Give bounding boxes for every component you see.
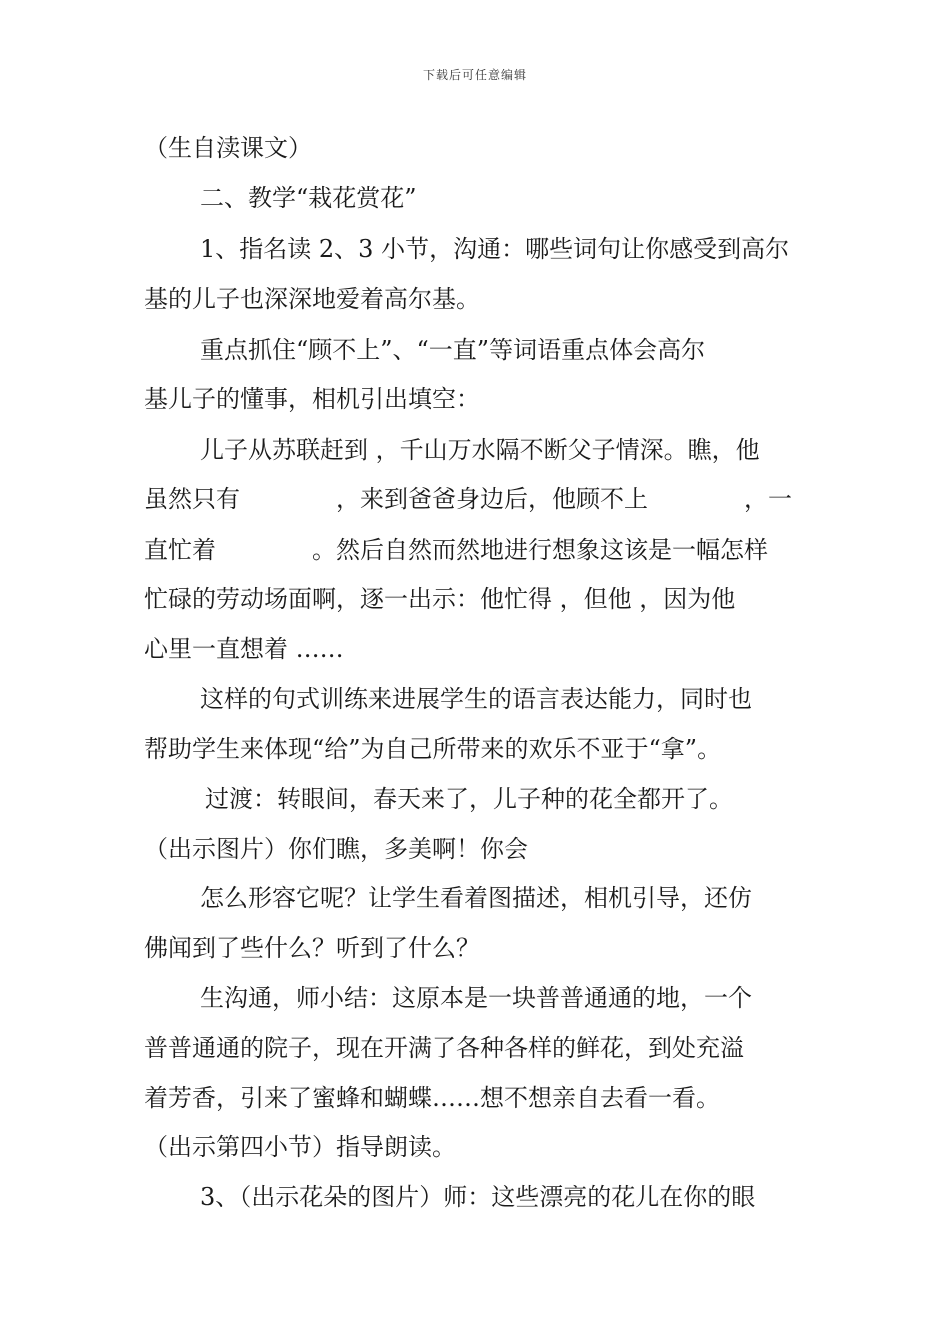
text-line: （生自渎课文） [144, 134, 312, 162]
text-line: 过渡：转眼间，春天来了，儿子种的花全都开了。 [205, 785, 733, 813]
text-line: （出示第四小节）指导朗读。 [144, 1133, 456, 1161]
text-line: 直忙着 。然后自然而然地进行想象这该是一幅怎样 [144, 536, 768, 564]
text-line: 佛闻到了些什么？听到了什么？ [144, 934, 480, 962]
text-line: 3、（出示花朵的图片）师：这些漂亮的花儿在你的眼 [200, 1183, 756, 1211]
text-line: 虽然只有 ，来到爸爸身边后，他顾不上 ，一 [144, 485, 792, 513]
section-heading: 二、教学“栽花赏花” [200, 184, 417, 212]
text-line: 基的儿子也深深地爱着高尔基。 [144, 285, 480, 313]
text-line: 基儿子的懂事，相机引出填空： [144, 385, 480, 413]
text-line: 忙碌的劳动场面啊，逐一出示：他忙得 ，但他 ，因为他 [144, 585, 736, 613]
text-line: 帮助学生来体现“给”为自己所带来的欢乐不亚于“拿”。 [144, 735, 722, 763]
text-line: （出示图片）你们瞧，多美啊！你会 [144, 835, 528, 863]
text-line: 儿子从苏联赶到 ，千山万水隔不断父子情深。瞧，他 [200, 436, 760, 464]
text-line: 这样的句式训练来进展学生的语言表达能力，同时也 [200, 685, 752, 713]
text-line: 普普通通的院子，现在开满了各种各样的鲜花，到处充溢 [144, 1034, 744, 1062]
text-line: 1、指名读 2、3 小节，沟通：哪些词句让你感受到高尔 [200, 235, 790, 263]
page-header: 下载后可任意编辑 [422, 68, 527, 82]
text-line: 生沟通，师小结：这原本是一块普普通通的地，一个 [200, 984, 752, 1012]
text-line: 心里一直想着 …… [144, 635, 344, 663]
text-line: 着芳香，引来了蜜蜂和蝴蝶……想不想亲自去看一看。 [144, 1084, 720, 1112]
text-line: 重点抓住“顾不上”、“一直”等词语重点体会高尔 [200, 336, 706, 364]
text-line: 怎么形容它呢？让学生看着图描述，相机引导，还仿 [200, 884, 752, 912]
